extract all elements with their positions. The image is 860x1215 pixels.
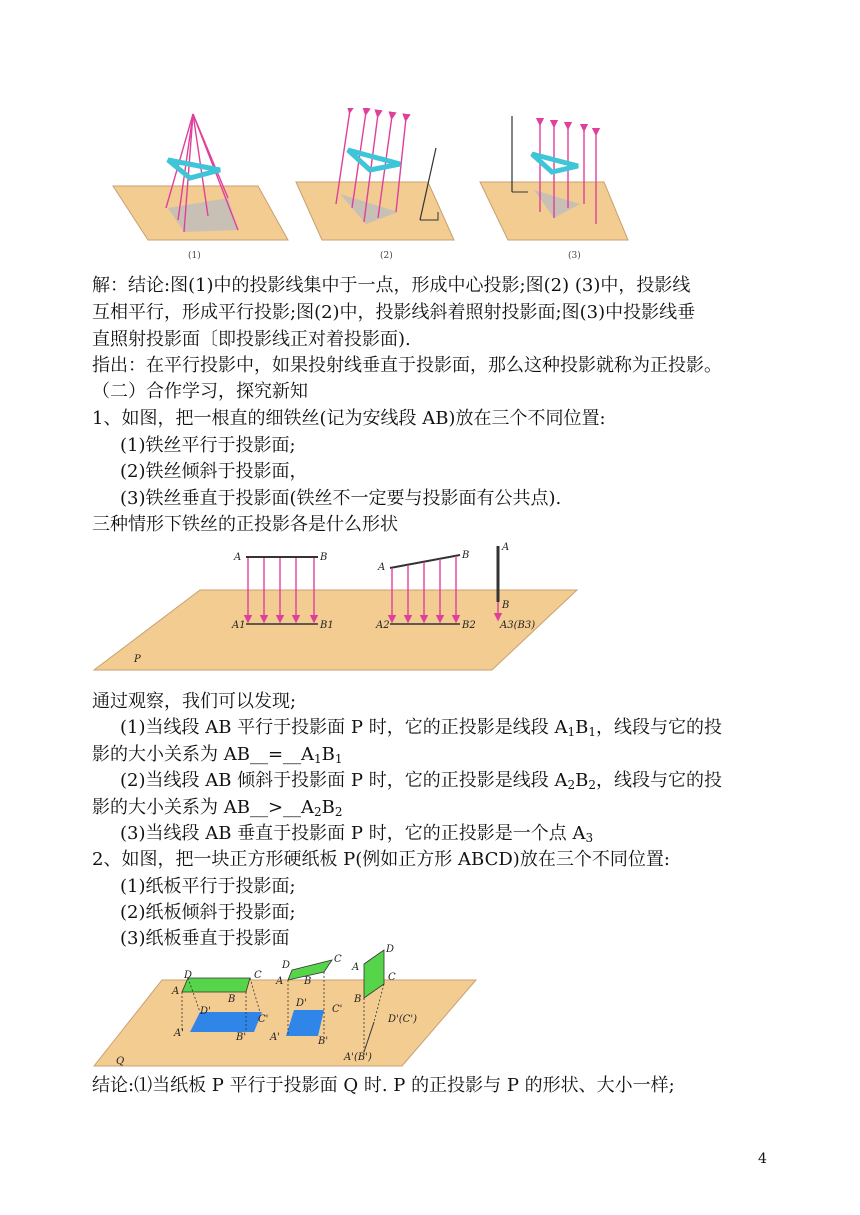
figure-caption: (3): [568, 251, 581, 261]
finding-1-cont: 影的大小关系为 $AB\_\_=\_\_A_1B_1$: [92, 744, 343, 766]
point-label: A'(B'): [344, 1052, 372, 1063]
list-item: (3)纸板垂直于投影面: [120, 928, 290, 949]
point-label: A': [270, 1032, 280, 1043]
list-item: (2)纸板倾斜于投影面;: [120, 902, 296, 923]
point-label: A': [174, 1028, 184, 1039]
point-label: B: [502, 600, 510, 611]
paragraph-line: 直照射投影面〔即投影线正对着投影面).: [92, 329, 411, 350]
point-label: A3(B3): [500, 620, 536, 631]
point-label: A: [276, 976, 284, 987]
point-label: B: [228, 994, 236, 1005]
wire-projection-figure: [92, 540, 582, 674]
paragraph-line: 指出：在平行投影中，如果投射线垂直于投影面，那么这种投影就称为正投影。: [92, 355, 722, 376]
point-label: C: [388, 972, 396, 983]
board-projection-figure: [92, 940, 478, 1070]
section-heading: （二）合作学习，探究新知: [92, 381, 308, 402]
list-item: (3)铁丝垂直于投影面(铁丝不一定要与投影面有公共点).: [120, 488, 562, 509]
point-label: B: [354, 994, 362, 1005]
point-label: A1: [232, 620, 246, 631]
point-label: D': [296, 998, 307, 1009]
finding-1: (1)当线段 AB 平行于投影面 P 时，它的正投影是线段 $A_1B_1$，线段与它的投: [120, 717, 722, 739]
point-label: B: [320, 552, 328, 563]
list-item: (1)铁丝平行于投影面;: [120, 435, 296, 456]
point-label: D'(C'): [388, 1014, 417, 1025]
point-label: D: [184, 970, 193, 981]
page-number: 4: [758, 1151, 767, 1167]
finding-2: (2)当线段 AB 倾斜于投影面 P 时，它的正投影是线段 $A_2B_2$，线段与它的投: [120, 770, 722, 792]
finding-3: (3)当线段 AB 垂直于投影面 P 时，它的正投影是一个点 $A_3$: [120, 823, 594, 845]
point-label: B: [304, 976, 312, 987]
point-label: B2: [462, 620, 476, 631]
plane-label: P: [134, 654, 141, 665]
point-label: A: [502, 542, 510, 553]
point-label: B': [318, 1036, 329, 1047]
point-label: B1: [320, 620, 334, 631]
point-label: A: [352, 962, 360, 973]
figure-caption: (1): [188, 251, 201, 261]
point-label: D': [200, 1006, 211, 1017]
point-label: C: [254, 970, 262, 981]
point-label: B': [236, 1032, 247, 1043]
point-label: A2: [376, 620, 390, 631]
figure-caption: (2): [380, 251, 393, 261]
point-label: D: [386, 944, 395, 955]
paragraph-line: 1、如图，把一根直的细铁丝(记为安线段 AB)放在三个不同位置:: [92, 408, 606, 429]
point-label: B: [462, 550, 470, 561]
point-label: A: [234, 552, 242, 563]
list-item: (1)纸板平行于投影面;: [120, 876, 296, 897]
point-label: A: [172, 986, 180, 997]
point-label: C': [258, 1014, 269, 1025]
paragraph-line: 2、如图，把一块正方形硬纸板 P(例如正方形 ABCD)放在三个不同位置:: [92, 849, 670, 870]
list-item: (2)铁丝倾斜于投影面，: [120, 461, 308, 482]
point-label: A: [378, 562, 386, 573]
projection-figure-1: [108, 108, 648, 266]
point-label: C: [334, 954, 342, 965]
paragraph-line: 通过观察，我们可以发现;: [92, 691, 297, 712]
paragraph-line: 解：结论:图(1)中的投影线集中于一点，形成中心投影;图(2) (3)中，投影线: [92, 275, 691, 296]
paragraph-line: 互相平行，形成平行投影;图(2)中，投影线斜着照射投影面;图(3)中投影线垂: [92, 302, 696, 323]
point-label: C': [332, 1004, 343, 1015]
paragraph-line: 结论:⑴当纸板 P 平行于投影面 Q 时. P 的正投影与 P 的形状、大小一样;: [92, 1075, 675, 1096]
finding-2-cont: 影的大小关系为 $AB\_\_>\_\_A_2B_2$: [92, 797, 343, 819]
plane-q: [94, 980, 476, 1066]
paragraph-line: 三种情形下铁丝的正投影各是什么形状: [92, 514, 398, 535]
plane-label: Q: [116, 1056, 125, 1067]
point-label: D: [282, 960, 291, 971]
